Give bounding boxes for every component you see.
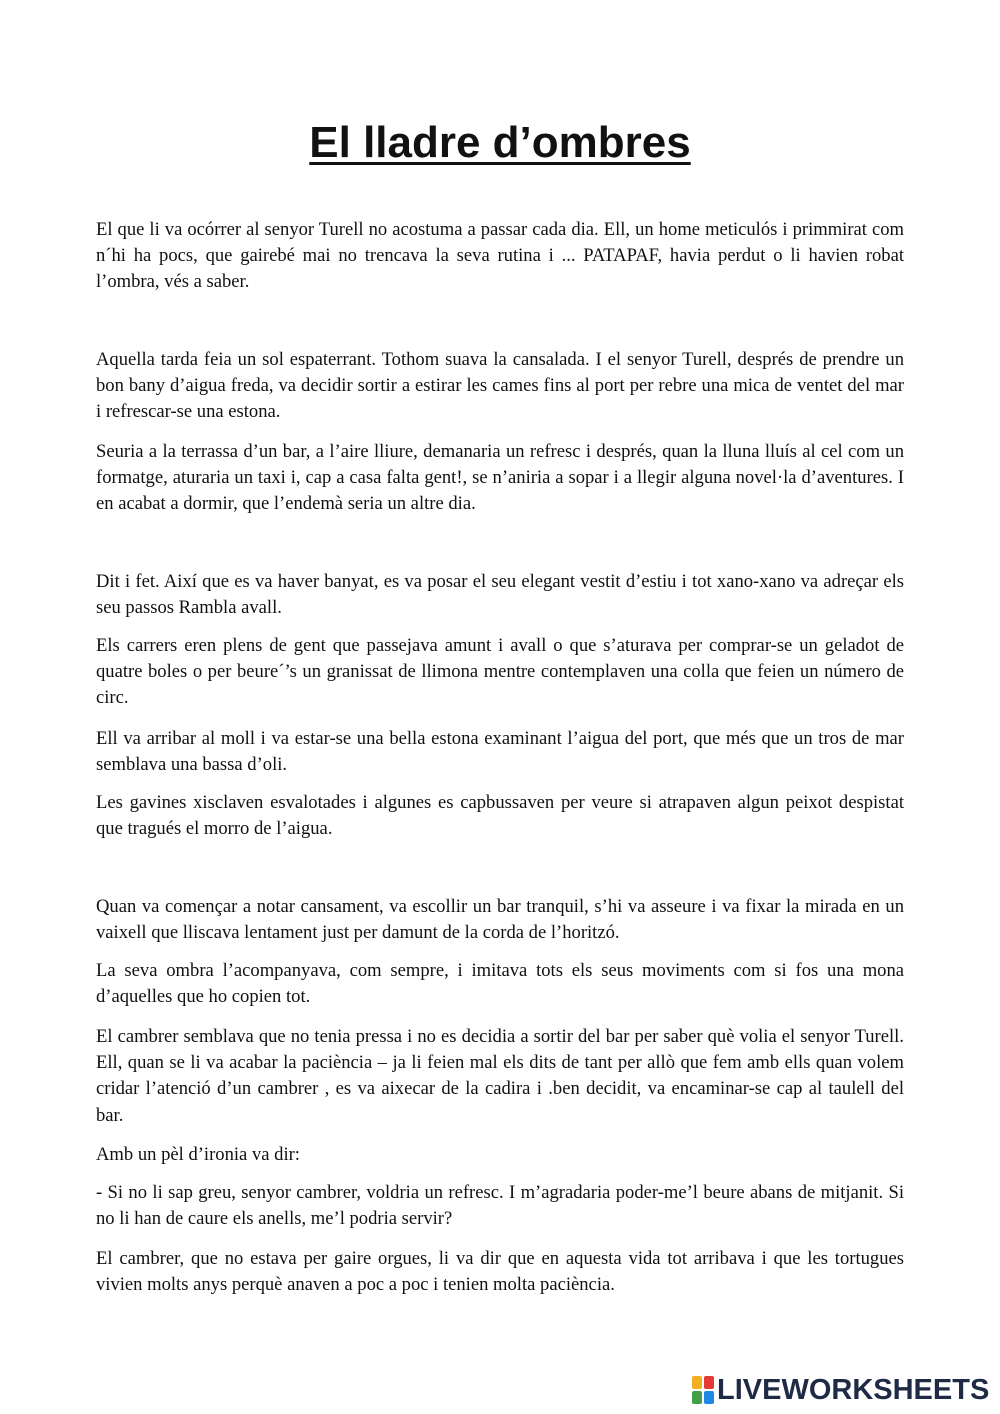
- story-paragraph: El que li va ocórrer al senyor Turell no acostuma a passar cada dia. Ell, un home meticulós i primmirat com n´hi ha pocs, que gairebé mai no trencava la seva rutina i ... PATAPAF, havia perdut o li havien robat l’ombra, vés a saber.: [96, 219, 904, 293]
- story-paragraph: El cambrer, que no estava per gaire orgues, li va dir que en aquesta vida tot arribava i que les tortugues vivien molts anys perquè anaven a poc a poc i tenien molta paciència.: [96, 1248, 904, 1296]
- story-paragraph: Els carrers eren plens de gent que passejava amunt i avall o que s’aturava per comprar-se un geladot de quatre boles o per beure´’s un granissat de llimona mentre contemplaven una colla que feien un número de circ.: [96, 635, 904, 709]
- story-paragraph: Aquella tarda feia un sol espaterrant. Tothom suava la cansalada. I el senyor Turell, després de prendre un bon bany d’aigua freda, va decidir sortir a estirar les cames fins al port per rebre una mica de ventet del mar i refrescar-se una estona.: [96, 349, 904, 423]
- story-paragraph: Ell va arribar al moll i va estar-se una bella estona examinant l’aigua del port, que més que un tros de mar semblava una bassa d’oli.: [96, 728, 904, 776]
- story-paragraph: Dit i fet. Així que es va haver banyat, es va posar el seu elegant vestit d’estiu i tot xano-xano va adreçar els seu passos Rambla avall.: [96, 571, 904, 619]
- story-paragraph: Seuria a la terrassa d’un bar, a l’aire lliure, demanaria un refresc i després, quan la lluna lluís al cel com un formatge, aturaria un taxi i, cap a casa falta gent!, se n’aniria a sopar i a llegir alguna novel·la d’aventures. I en acabat a dormir, que l’endemà seria un altre dia.: [96, 441, 904, 515]
- logo-square-green: [692, 1391, 702, 1404]
- story-paragraph: - Si no li sap greu, senyor cambrer, voldria un refresc. I m’agradaria poder-me’l beure abans de mitjanit. Si no li han de caure els anells, me’l podria servir?: [96, 1182, 904, 1230]
- liveworksheets-logo-icon: [692, 1376, 714, 1404]
- story-paragraph: Les gavines xisclaven esvalotades i algunes es capbussaven per veure si atrapaven algun peixot despistat que tragués el morro de l’aigua.: [96, 792, 904, 840]
- story-paragraph: La seva ombra l’acompanyava, com sempre, i imitava tots els seus moviments com si fos una mona d’aquelles que ho copien tot.: [96, 960, 904, 1008]
- liveworksheets-logo[interactable]: [692, 1372, 989, 1408]
- logo-square-red: [704, 1376, 714, 1389]
- logo-square-blue: [704, 1391, 714, 1404]
- page-title-text: El lladre d’ombres: [309, 118, 691, 167]
- story-paragraph: Quan va començar a notar cansament, va escollir un bar tranquil, s’hi va asseure i va fixar la mirada en un vaixell que lliscava lentament just per damunt de la corda de l’horitzó.: [96, 896, 904, 944]
- page-title: [0, 112, 1000, 174]
- story-paragraph: Amb un pèl d’ironia va dir:: [96, 1144, 300, 1165]
- logo-text: LIVEWORKSHEETS: [717, 1374, 990, 1406]
- story-paragraph: El cambrer semblava que no tenia pressa i no es decidia a sortir del bar per saber què volia el senyor Turell. Ell, quan se li va acabar la paciència – ja li feien mal els dits de tant per allò que fem amb ells quan volem cridar l’atenció d’un cambrer , es va aixecar de la cadira i .ben decidit, va encaminar-se cap al taulell del bar.: [96, 1026, 904, 1126]
- logo-square-yellow: [692, 1376, 702, 1389]
